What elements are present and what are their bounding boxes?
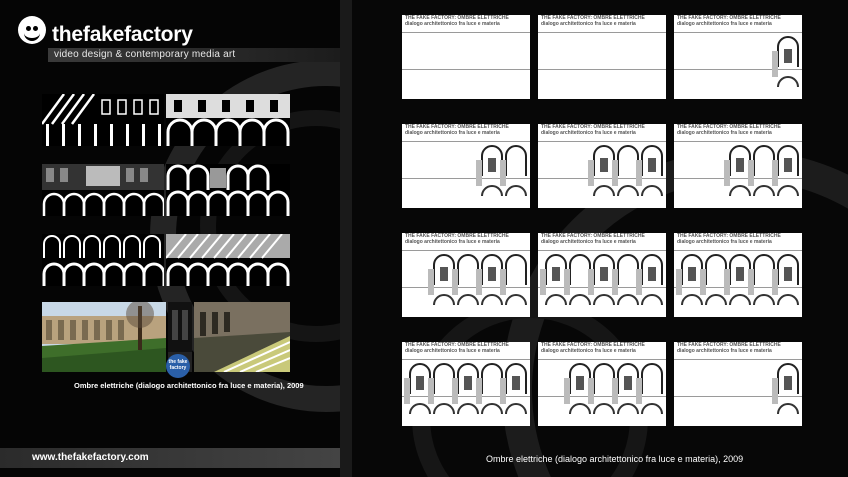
lower-arch-shape	[410, 404, 430, 414]
frame-header-line1: THE FAKE FACTORY: OMBRE ELETTRICHE	[541, 342, 645, 348]
shadow-shape	[428, 378, 434, 404]
frame-header-line2: dialogo architettonico fra luce e materia	[541, 347, 636, 354]
arch-shape	[434, 364, 454, 394]
shadow-shape	[748, 269, 754, 295]
frame-arch-drawing	[402, 342, 530, 426]
shadow-shape	[676, 269, 682, 295]
frame-header	[405, 16, 509, 27]
website-link[interactable]: www.thefakefactory.com	[32, 452, 149, 463]
window-shape	[784, 376, 792, 390]
shadow-shape	[476, 269, 482, 295]
arch-shape	[706, 255, 726, 285]
shadow-shape	[476, 160, 482, 186]
arch-shape	[754, 255, 774, 285]
shadow-shape	[588, 269, 594, 295]
lower-arch-shape	[642, 186, 662, 196]
lower-arch-shape	[618, 295, 638, 305]
frame-header-line2: dialogo architettonico fra luce e materia	[541, 238, 636, 245]
storyboard-frame[interactable]	[538, 124, 666, 208]
frame-arch-drawing	[674, 124, 802, 208]
window-shape	[464, 376, 472, 390]
artwork-arches-1	[166, 94, 290, 146]
lower-arch-shape	[434, 404, 454, 414]
storyboard-frame[interactable]	[402, 342, 530, 426]
arch-shape	[570, 255, 590, 285]
brand-tagline: video design & contemporary media art	[54, 49, 236, 60]
arch-shape	[754, 146, 774, 176]
window-shape	[688, 267, 696, 281]
frame-header-line1: THE FAKE FACTORY: OMBRE ELETTRICHE	[677, 342, 781, 348]
lower-arch-shape	[482, 186, 502, 196]
window-shape	[648, 267, 656, 281]
artwork-pattern-2	[42, 164, 164, 216]
storyboard-frame[interactable]	[674, 124, 802, 208]
frame-arch-drawing	[538, 124, 666, 208]
frame-header-line1: THE FAKE FACTORY: OMBRE ELETTRICHE	[405, 15, 509, 21]
lower-arch-shape	[730, 295, 750, 305]
frame-arch-drawing	[674, 342, 802, 426]
storyboard-frame[interactable]	[402, 124, 530, 208]
photo-courtyard-projection	[194, 302, 290, 372]
frame-header-line2: dialogo architettonico fra luce e materia	[677, 20, 772, 27]
photo-courtyard	[42, 302, 166, 372]
lower-arch-shape	[570, 295, 590, 305]
frame-header-line2: dialogo architettonico fra luce e materia	[405, 20, 500, 27]
shadow-shape	[428, 269, 434, 295]
photo-logo-badge	[166, 354, 190, 378]
artwork-caption-right: Ombre elettriche (dialogo architettonico fra luce e materia), 2009	[486, 454, 744, 464]
frame-header-line1: THE FAKE FACTORY: OMBRE ELETTRICHE	[541, 124, 645, 130]
arch-shape	[482, 364, 502, 394]
window-shape	[600, 267, 608, 281]
frame-header-line2: dialogo architettonico fra luce e materia	[541, 20, 636, 27]
frame-arch-drawing	[674, 233, 802, 317]
frame-header-line1: THE FAKE FACTORY: OMBRE ELETTRICHE	[405, 124, 509, 130]
shadow-shape	[404, 378, 410, 404]
shadow-shape	[612, 160, 618, 186]
window-shape	[736, 158, 744, 172]
shadow-shape	[500, 378, 506, 404]
frame-header-line2: dialogo architettonico fra luce e materia	[541, 129, 636, 136]
frame-guide-line	[538, 69, 666, 70]
lower-arch-shape	[482, 295, 502, 305]
shadow-shape	[724, 269, 730, 295]
frame-arch-drawing	[674, 15, 802, 99]
frame-header	[541, 16, 645, 27]
lower-arch-shape	[546, 295, 566, 305]
lower-arch-shape	[642, 295, 662, 305]
shadow-shape	[588, 160, 594, 186]
storyboard-frame[interactable]	[674, 342, 802, 426]
frame-header-line2: dialogo architettonico fra luce e materia	[405, 347, 500, 354]
arch-shape	[642, 364, 662, 394]
lower-arch-shape	[434, 295, 454, 305]
lower-arch-shape	[570, 404, 590, 414]
window-shape	[784, 267, 792, 281]
storyboard-frame[interactable]	[538, 342, 666, 426]
lower-arch-shape	[618, 186, 638, 196]
frame-header-line1: THE FAKE FACTORY: OMBRE ELETTRICHE	[405, 342, 509, 348]
arch-shape	[618, 255, 638, 285]
shadow-shape	[636, 160, 642, 186]
arch-shape	[458, 255, 478, 285]
lower-arch-shape	[778, 186, 798, 196]
window-shape	[552, 267, 560, 281]
lower-arch-shape	[706, 295, 726, 305]
lower-arch-shape	[778, 404, 798, 414]
storyboard-frame[interactable]	[674, 15, 802, 99]
lower-arch-shape	[458, 295, 478, 305]
photo-logo-text: the fake factory	[168, 359, 188, 371]
artwork-arches-2	[166, 164, 290, 216]
shadow-shape	[636, 378, 642, 404]
lower-arch-shape	[754, 186, 774, 196]
frame-header-line2: dialogo architettonico fra luce e materia	[405, 129, 500, 136]
shadow-shape	[772, 160, 778, 186]
window-shape	[784, 49, 792, 63]
frame-header-line1: THE FAKE FACTORY: OMBRE ELETTRICHE	[541, 15, 645, 21]
window-shape	[784, 158, 792, 172]
storyboard-frame[interactable]	[402, 233, 530, 317]
window-shape	[488, 158, 496, 172]
artwork-pattern-3	[42, 234, 164, 286]
shadow-shape	[564, 269, 570, 295]
lower-arch-shape	[730, 186, 750, 196]
shadow-shape	[772, 51, 778, 77]
window-shape	[624, 376, 632, 390]
window-shape	[488, 267, 496, 281]
shadow-shape	[700, 269, 706, 295]
storyboard-frame[interactable]	[538, 15, 666, 99]
frame-guide-line	[538, 32, 666, 33]
lower-arch-shape	[778, 295, 798, 305]
window-shape	[440, 267, 448, 281]
panel-divider	[340, 0, 352, 477]
shadow-shape	[636, 269, 642, 295]
shadow-shape	[540, 269, 546, 295]
storyboard-frame[interactable]	[402, 15, 530, 99]
shadow-shape	[500, 269, 506, 295]
frame-guide-line	[402, 32, 530, 33]
frame-header-line2: dialogo architettonico fra luce e materia	[677, 347, 772, 354]
shadow-shape	[452, 269, 458, 295]
shadow-shape	[588, 378, 594, 404]
shadow-shape	[724, 160, 730, 186]
storyboard-frame[interactable]	[674, 233, 802, 317]
frame-header-line1: THE FAKE FACTORY: OMBRE ELETTRICHE	[677, 124, 781, 130]
shadow-shape	[772, 269, 778, 295]
mustache-logo-icon[interactable]	[18, 16, 46, 44]
frame-header-line2: dialogo architettonico fra luce e materia	[677, 238, 772, 245]
lower-arch-shape	[594, 295, 614, 305]
frame-header-line1: THE FAKE FACTORY: OMBRE ELETTRICHE	[541, 233, 645, 239]
artwork-caption-left: Ombre elettriche (dialogo architettonico fra luce e materia), 2009	[74, 381, 304, 390]
shadow-shape	[500, 160, 506, 186]
frame-header-line1: THE FAKE FACTORY: OMBRE ELETTRICHE	[405, 233, 509, 239]
shadow-shape	[476, 378, 482, 404]
lower-arch-shape	[482, 404, 502, 414]
frame-guide-line	[402, 69, 530, 70]
shadow-shape	[612, 378, 618, 404]
window-shape	[576, 376, 584, 390]
lower-arch-shape	[778, 77, 798, 87]
left-panel	[0, 0, 340, 477]
frame-arch-drawing	[402, 233, 530, 317]
window-shape	[648, 158, 656, 172]
lower-arch-shape	[618, 404, 638, 414]
brand-name[interactable]: thefakefactory	[52, 23, 193, 46]
lower-arch-shape	[506, 295, 526, 305]
lower-arch-shape	[506, 186, 526, 196]
window-shape	[416, 376, 424, 390]
storyboard-frame[interactable]	[538, 233, 666, 317]
shadow-shape	[772, 378, 778, 404]
window-shape	[736, 267, 744, 281]
shadow-shape	[748, 160, 754, 186]
window-shape	[600, 158, 608, 172]
shadow-shape	[452, 378, 458, 404]
shadow-shape	[612, 269, 618, 295]
lower-arch-shape	[506, 404, 526, 414]
artwork-stripes-1	[42, 94, 164, 146]
lower-arch-shape	[458, 404, 478, 414]
frame-header-line1: THE FAKE FACTORY: OMBRE ELETTRICHE	[677, 15, 781, 21]
lower-arch-shape	[594, 404, 614, 414]
frame-arch-drawing	[538, 342, 666, 426]
window-shape	[512, 376, 520, 390]
arch-shape	[618, 146, 638, 176]
arch-shape	[594, 364, 614, 394]
arch-shape	[506, 146, 526, 176]
frame-arch-drawing	[538, 233, 666, 317]
frame-header-line2: dialogo architettonico fra luce e materia	[677, 129, 772, 136]
lower-arch-shape	[594, 186, 614, 196]
lower-arch-shape	[754, 295, 774, 305]
arch-shape	[506, 255, 526, 285]
lower-arch-shape	[642, 404, 662, 414]
artwork-stripes-3	[166, 234, 290, 286]
frame-header-line1: THE FAKE FACTORY: OMBRE ELETTRICHE	[677, 233, 781, 239]
right-panel	[352, 0, 848, 477]
shadow-shape	[564, 378, 570, 404]
frame-arch-drawing	[402, 124, 530, 208]
lower-arch-shape	[682, 295, 702, 305]
frame-header-line2: dialogo architettonico fra luce e materia	[405, 238, 500, 245]
